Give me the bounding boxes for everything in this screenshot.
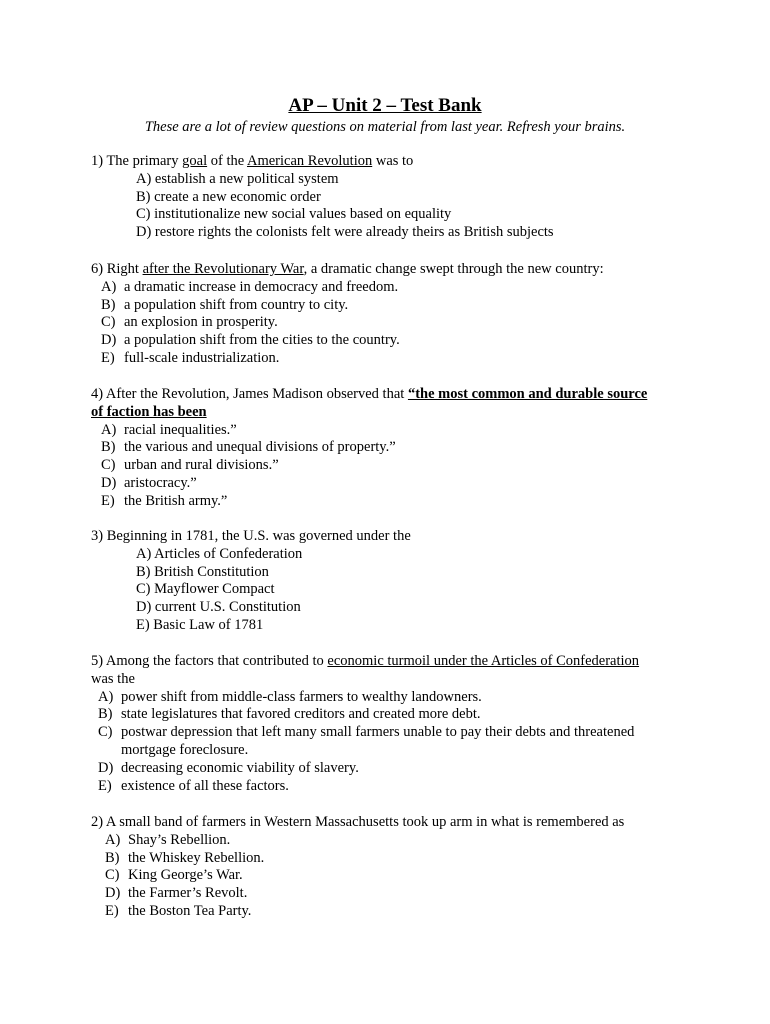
question-4-option-e: E) the British army.” [101,492,228,509]
question-4-option-b: B) the various and unequal divisions of property.” [101,439,396,456]
question-4 [91,386,691,511]
question-3-option-c: C) Mayflower Compact [136,581,275,598]
underlined-goal: goal [182,153,208,169]
question-2-option-e: E) the Boston Tea Party. [105,902,252,919]
question-5-stem-line-2: was the [91,670,135,687]
page-title: AP – Unit 2 – Test Bank [288,95,482,116]
question-5 [91,653,691,795]
question-4-stem-line-1: 4) After the Revolution, James Madison observed that “the most common and durable source [91,386,648,402]
question-6-option-c: C) an explosion in prosperity. [101,314,278,331]
question-6 [91,261,691,368]
question-3-option-d: D) current U.S. Constitution [136,599,301,616]
question-6-option-b: B) a population shift from country to city. [101,296,349,313]
question-5-option-e: E) existence of all these factors. [98,777,289,794]
question-2-stem: 2) A small band of farmers in Western Massachusetts took up arm in what is remembered as [91,814,625,830]
question-5-option-b: B) state legislatures that favored creditors and created more debt. [98,706,481,723]
question-3-option-e: E) Basic Law of 1781 [136,616,264,633]
question-1-option-a: A) establish a new political system [136,170,339,187]
underlined-after-war: after the Revolutionary War [142,261,304,277]
question-6-option-a: A) a dramatic increase in democracy and freedom. [101,278,399,295]
question-2-option-a: A) Shay’s Rebellion. [105,831,231,848]
bold-quote-part-2: of faction has been [91,403,207,420]
question-1-option-b: B) create a new economic order [136,188,321,205]
question-5-option-a: A) power shift from middle-class farmers to wealthy landowners. [98,688,482,705]
question-5-option-d: D) decreasing economic viability of slavery. [98,759,359,776]
underlined-economic-turmoil: economic turmoil under the Articles of Confederation [327,653,640,669]
question-2 [91,814,691,921]
underlined-american-revolution: American Revolution [246,153,373,169]
bold-quote-part-1: “the most common and durable source [407,386,648,402]
question-4-stem-line-2 [91,404,691,422]
question-1-option-c: C) institutionalize new social values based on equality [136,206,452,223]
question-4-option-c: C) urban and rural divisions.” [101,457,279,474]
question-3 [91,528,691,635]
question-3-stem: 3) Beginning in 1781, the U.S. was governed under the [91,528,411,544]
question-6-stem: 6) Right after the Revolutionary War, a dramatic change swept through the new country: [91,261,604,277]
question-3-option-b: B) British Constitution [136,563,269,580]
page-subtitle: These are a lot of review questions on material from last year. Refresh your brains. [144,119,626,135]
question-2-option-d: D) the Farmer’s Revolt. [105,885,248,902]
question-3-option-a: A) Articles of Confederation [136,545,303,562]
question-6-option-d: D) a population shift from the cities to the country. [101,332,400,349]
question-5-stem-line-1: 5) Among the factors that contributed to economic turmoil under the Articles of Confederation [91,653,640,669]
question-2-option-c: C) King George’s War. [105,867,243,884]
question-4-option-a: A) racial inequalities.” [101,421,237,438]
question-1-option-d: D) restore rights the colonists felt were already theirs as British subjects [136,224,554,241]
question-6-option-e: E) full-scale industrialization. [101,349,280,366]
question-5-option-c-continued: mortgage foreclosure. [121,741,249,758]
question-1-stem: 1) The primary goal of the American Revolution was to [91,153,414,169]
question-4-option-d: D) aristocracy.” [101,474,197,491]
question-2-option-b: B) the Whiskey Rebellion. [105,849,265,866]
question-5-option-c: C) postwar depression that left many small farmers unable to pay their debts and threatened [98,724,635,741]
question-1 [91,153,691,242]
